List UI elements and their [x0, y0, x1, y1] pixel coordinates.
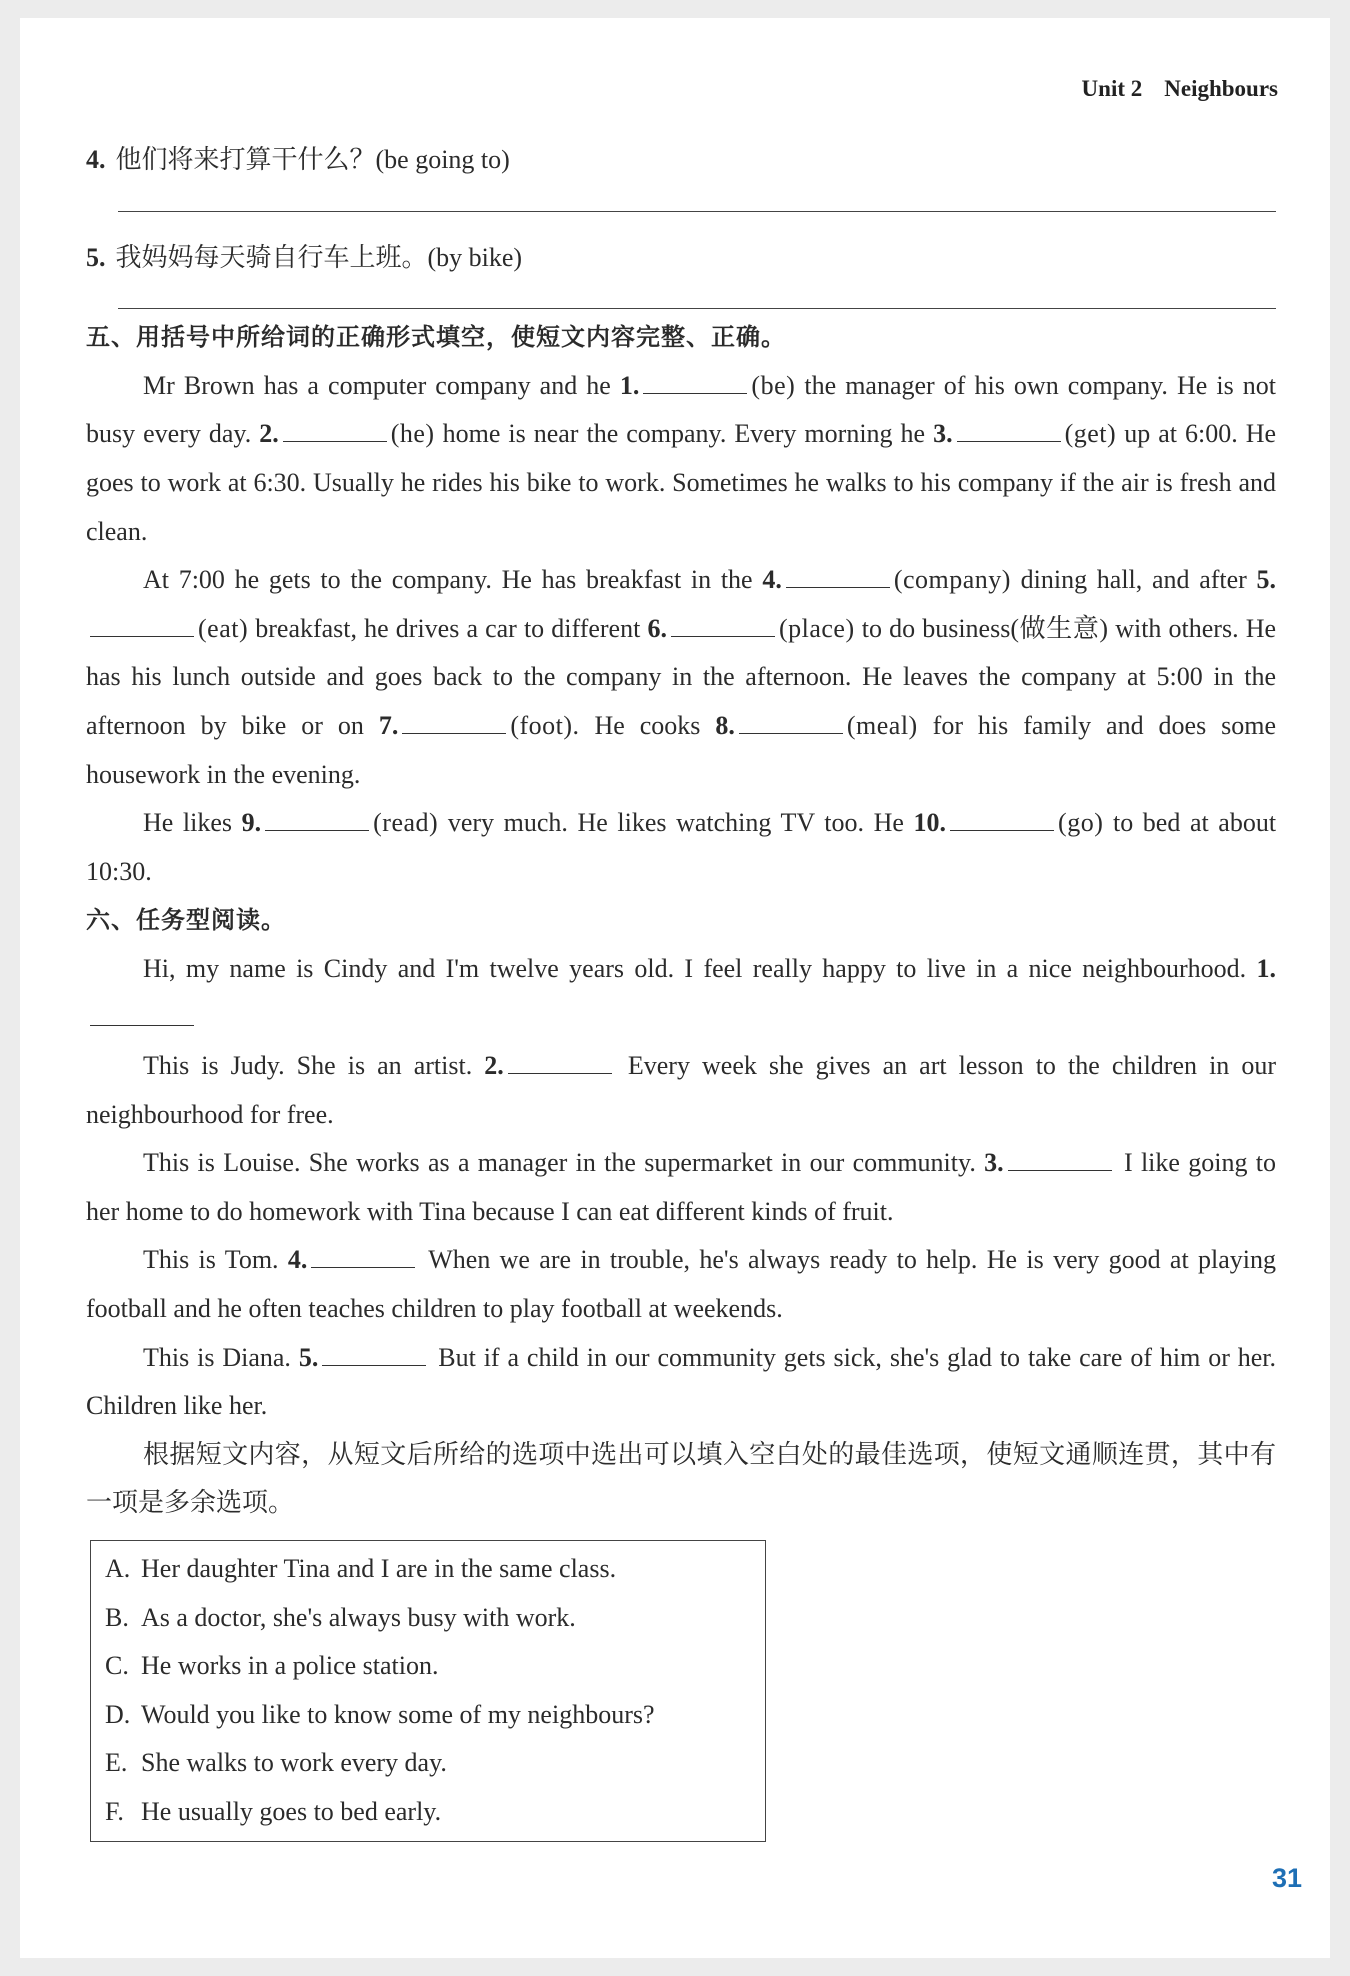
blank-number: 10.: [913, 808, 947, 838]
options-box: [90, 1540, 766, 1842]
fill-blank-1[interactable]: [643, 371, 747, 394]
fill-blank-6[interactable]: [671, 614, 775, 637]
option-text: He works in a police station.: [141, 1651, 439, 1681]
fill-blank-7[interactable]: [402, 711, 506, 734]
section-5-title: 五、用括号中所给词的正确形式填空，使短文内容完整、正确。: [86, 323, 786, 352]
option-letter: E.: [105, 1748, 128, 1778]
blank-number: 4.: [762, 565, 782, 595]
blank-number: 1.: [619, 370, 640, 400]
fill-blank-10[interactable]: [950, 808, 1054, 831]
option-letter: A.: [105, 1554, 131, 1584]
reading-blank-4[interactable]: [311, 1245, 415, 1268]
fill-blank-5[interactable]: [90, 614, 194, 637]
option-b[interactable]: [105, 1594, 765, 1643]
item-number: 5.: [86, 242, 106, 272]
translation-item-5: [86, 234, 1276, 283]
word-hint: (place): [778, 613, 855, 643]
section-5-paragraph-2: At 7:00 he gets to the company. He has breakfast in the 4. (company) dining hall, and after 5.(eat) breakfast, he drives a car to different 6. (place) to do business(做生意) with others. He has his lunch outside and goes back to the company in the afternoon. He leaves the company at 5:00 in the afternoon by bike or on 7. (foot). He cooks 8. (meal) for his family and does some housework in the evening.: [86, 565, 1277, 789]
word-hint: (read): [373, 808, 439, 838]
workbook-page: [20, 18, 1330, 1958]
answer-line-5[interactable]: [118, 308, 1276, 309]
section-6-title: 六、任务型阅读。: [86, 906, 286, 935]
fill-blank-9[interactable]: [265, 808, 369, 831]
option-d[interactable]: [105, 1691, 765, 1740]
blank-number: 6.: [647, 613, 667, 643]
unit-label: Unit 2: [1081, 76, 1143, 101]
option-letter: B.: [105, 1602, 129, 1632]
option-a[interactable]: [105, 1545, 765, 1594]
word-hint: (foot).: [510, 710, 580, 740]
option-text: As a doctor, she's always busy with work.: [141, 1602, 576, 1632]
word-hint: (he): [390, 419, 435, 449]
fill-blank-2[interactable]: [283, 419, 387, 442]
section-6-paragraph-4: This is Tom. 4. When we are in trouble, he's always ready to help. He is very good at playing football and he often teaches children to play football at weekends.: [86, 1245, 1276, 1324]
blank-number: 3.: [933, 419, 953, 449]
word-hint: (get): [1064, 419, 1117, 449]
option-letter: C.: [105, 1651, 129, 1681]
answer-line-4[interactable]: [118, 211, 1276, 212]
reading-blank-1[interactable]: [90, 1003, 194, 1026]
blank-number: 4.: [287, 1245, 308, 1275]
option-text: Would you like to know some of my neighbours?: [141, 1699, 655, 1729]
section-6-paragraph-1: Hi, my name is Cindy and I'm twelve years old. I feel really happy to live in a nice neighbourhood. 1.: [86, 945, 1276, 1042]
section-6-paragraph-2: This is Judy. She is an artist. 2. Every week she gives an art lesson to the children in our neighbourhood for free.: [86, 1051, 1277, 1129]
section-6-instruction: 根据短文内容，从短文后所给的选项中选出可以填入空白处的最佳选项，使短文通顺连贯，其中有一项是多余选项。: [86, 1439, 1276, 1518]
option-text: Her daughter Tina and I are in the same class.: [141, 1554, 617, 1584]
reading-blank-3[interactable]: [1008, 1148, 1112, 1171]
blank-number: 5.: [1256, 565, 1277, 595]
section-6-paragraph-3: This is Louise. She works as a manager in the supermarket in our community. 3. I like going to her home to do homework with Tina because I can eat different kinds of fruit.: [86, 1148, 1277, 1226]
word-hint: (be): [751, 370, 796, 400]
section-6-paragraph-5: This is Diana. 5. But if a child in our community gets sick, she's glad to take care of him or her. Children like her.: [86, 1342, 1277, 1421]
option-e[interactable]: [105, 1739, 765, 1788]
blank-number: 5.: [298, 1342, 319, 1372]
section-5-paragraph-3: He likes 9. (read) very much. He likes watching TV too. He 10. (go) to bed at about 10:30.: [86, 808, 1277, 886]
word-hint: (company): [893, 565, 1011, 595]
option-text: She walks to work every day.: [141, 1748, 447, 1778]
blank-number: 8.: [715, 710, 735, 740]
word-hint: (go): [1058, 808, 1104, 838]
word-hint: (meal): [846, 710, 918, 740]
translation-item-4: [86, 136, 1276, 185]
option-letter: D.: [105, 1699, 131, 1729]
option-text: He usually goes to bed early.: [141, 1797, 442, 1826]
reading-blank-2[interactable]: [508, 1051, 612, 1074]
page-header: [1082, 76, 1278, 102]
blank-number: 7.: [378, 710, 399, 740]
unit-title: Neighbours: [1164, 76, 1278, 101]
word-hint: (eat): [198, 613, 249, 643]
section-5-paragraph-1: Mr Brown has a computer company and he 1. (be) the manager of his own company. He is not busy every day. 2. (he) home is near the company. Every morning he 3. (get) up at 6:00. He goes to work at 6:30. Usually he rides his bike to work. Sometimes he walks to his company if the air is fresh and clean.: [86, 370, 1277, 546]
page-number: 31: [1271, 1863, 1302, 1893]
item-text: 他们将来打算干什么？(be going to): [115, 145, 510, 174]
blank-number: 3.: [984, 1148, 1004, 1178]
reading-blank-5[interactable]: [322, 1343, 426, 1366]
option-c[interactable]: [105, 1642, 765, 1691]
blank-number: 1.: [1256, 953, 1276, 983]
fill-blank-3[interactable]: [957, 419, 1061, 442]
item-text: 我妈妈每天骑自行车上班。(by bike): [115, 242, 523, 272]
option-letter: F.: [105, 1797, 124, 1826]
option-f[interactable]: [105, 1788, 765, 1837]
fill-blank-4[interactable]: [786, 565, 890, 588]
blank-number: 9.: [241, 808, 262, 838]
blank-number: 2.: [484, 1051, 504, 1081]
blank-number: 2.: [259, 419, 279, 449]
item-number: 4.: [86, 145, 106, 174]
fill-blank-8[interactable]: [739, 711, 843, 734]
page-content: [86, 136, 1276, 1842]
